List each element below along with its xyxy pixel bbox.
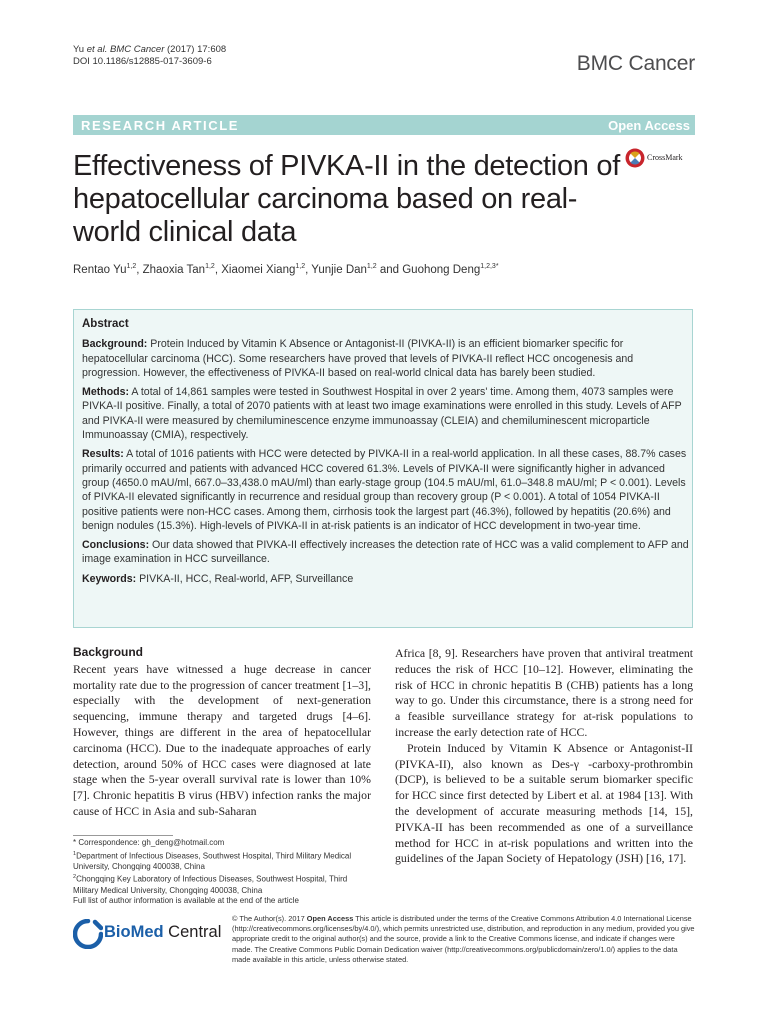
affiliation-note: $^2$Chongqing Key Laboratory of Infectious Diseases, Southwest Hospital, Third Military Medical University, Chongqing 400038, China [73, 874, 348, 895]
abstract-keywords: Keywords: PIVKA-II, HCC, Real-world, AFP, Surveillance [82, 572, 354, 585]
crossmark-badge[interactable] [625, 148, 695, 170]
abstract [82, 317, 689, 591]
author[interactable]: Guohong Deng$^{1,2,3*}$ [402, 263, 499, 276]
abstract-background: Background: Protein Induced by Vitamin K Absence or Antagonist-II (PIVKA-II) is an efficient biomarker specific for hepatocellular carcinoma (HCC). Some researchers have proved that levels of PIVKA-II reflect HCC oncogenesis and progression. However, the effectiveness of PIVKA-II based on real-world clnical data has barely been studied. [82, 338, 634, 379]
running-header [73, 44, 226, 68]
footnote-divider [73, 835, 173, 836]
license-statement: © The Author(s). 2017 Open Access This article is distributed under the terms of the Creative Commons Attribution 4.0 International License (http://creativecommons.org/licenses/by/4.0/), which permits unrestricted use, distribution, and reproduction in any medium, provided you give appropriate credit to the original author(s) and the source, provide a link to the Creative Commons license, and indicate if changes were made. The Creative Commons Public Domain Dedication waiver (http://creativecommons.org/publicdomain/zero/1.0/) applies to the data made available in this article, unless otherwise stated. [232, 914, 695, 964]
section-heading: Background [73, 645, 144, 659]
body-paragraph: Recent years have witnessed a huge decrease in cancer mortality rate due to the progression of cancer treatment [1–3], especially with the development of next-generation sequencing, immune therapy and targeted drugs [4–6]. However, things are different in the area of hepatocellular carcinoma (HCC). Due to the inadequate approaches of early detection, around 50% of HCC cases were diagnosed at late stage when the 5-year overall survival rate is lower than 10% [7]. Chronic hepatitis B virus (HBV) infection ranks the major cause of HCC in Asia and sub-Saharan [73, 661, 371, 818]
body-paragraph: Protein Induced by Vitamin K Absence or Antagonist-II (PIVKA-II), also known as Des-γ -carboxy-prothrombin (DCP), is believed to be a suitable serum biomarker specific for HCC since first detected by Libert et al. at 1984 [13]. With the development of accurate measuring methods [14, 15], PIVKA-II has been recommended as one of a surveillance method for HCC in at-risk populations and written into the guidelines of the Japan Society of Hepatology (JSH) [16, 17]. [395, 740, 693, 866]
open-access-label: Open Access [608, 118, 690, 133]
correspondence-note[interactable]: * Correspondence: gh_deng@hotmail.com [73, 838, 225, 847]
abstract-conclusions: Conclusions: Our data showed that PIVKA-II effectively increases the detection rate of HCC was a valid complement to AFP and image examination in HCC surveillance. [82, 539, 689, 566]
author-info-note: Full list of author information is available at the end of the article [73, 896, 299, 906]
author[interactable]: Rentao Yu$^{1,2}$ [73, 263, 137, 276]
citation-line: Yu et al. BMC Cancer (2017) 17:608 [73, 44, 227, 55]
crossmark-label: CrossMark [647, 153, 683, 162]
abstract-results: Results: A total of 1016 patients with HCC were detected by PIVKA-II in a real-world application. In all these cases, 88.7% cases primarily occurred and patients with advanced HCC covered 61.3%. Levels of PIVKA-II were significantly higher in advanced group (4650.0 mAU/ml, 667.0–33,438.0 mAU/ml) than early-stage group (104.5 mAU/ml, 61.0–348.8 mAU/ml; P < 0.001). Levels of PIVKA-II elevated significantly in recurrence and residual group than recovery group (P < 0.001). A total of 1054 PIVKA-II positive patients were non-HCC cases. Among them, cirrhosis took the largest part (46.3%), followed by hepatitis (20.6%) and benign nodules (15.3%). High-levels of PIVKA-II in at-risk patients is an indicator of HCC development in two-year time. [82, 448, 687, 532]
article-type-banner [73, 115, 695, 135]
abstract-methods: Methods: A total of 14,861 samples were tested in Southwest Hospital in over 2 years' time. Among them, 4073 samples were PIVKA-II positive. Finally, a total of 2070 patients with at least two image examinations were enrolled in this study. Levels of AFP and PIVKA-II were measured by chemiluminescence enzyme immunoassay (CLEIA) and chemiluminescent microparticle Immunoassay (CMIA), respectively. [82, 386, 682, 442]
logo-wordmark: BioMed Central [104, 923, 222, 941]
doi-line: DOI 10.1186/s12885-017-3609-6 [73, 56, 212, 67]
article-title: Effectiveness of PIVKA-II in the detection of hepatocellular carcinoma based on real-world clinical data [73, 150, 620, 248]
footnotes [73, 838, 373, 907]
author[interactable]: Yunjie Dan$^{1,2}$ [311, 263, 377, 276]
author[interactable]: Zhaoxia Tan$^{1,2}$ [142, 263, 215, 276]
affiliation-note: $^1$Department of Infectious Diseases, Southwest Hospital, Third Military Medical University, Chongqing 400038, China [73, 850, 352, 871]
journal-name: BMC Cancer [576, 52, 695, 75]
author-list: Rentao Yu$^{1,2}$, Zhaoxia Tan$^{1,2}$, Xiaomei Xiang$^{1,2}$, Yunjie Dan$^{1,2}$ and Guohong Deng$^{1,2,3*}$ [73, 263, 499, 276]
abstract-heading: Abstract [82, 318, 129, 330]
article-type-label: RESEARCH ARTICLE [81, 118, 240, 133]
body-column-right [395, 646, 693, 867]
author[interactable]: Xiaomei Xiang$^{1,2}$ [221, 263, 306, 276]
body-paragraph: Africa [8, 9]. Researchers have proven that antiviral treatment reduces the risk of HCC [10–12]. However, eliminating the risk of HCC in chronic hepatitis B (CHB) patients has a long way to go. Under this circumstance, there is a strong need for a feasible surveillance strategy for at-risk populations to increase the early detection rate of HCC. [395, 646, 693, 739]
biomed-central-logo[interactable] [73, 915, 223, 955]
body-column-left [73, 645, 371, 820]
biomed-central-logo-icon [73, 919, 103, 949]
